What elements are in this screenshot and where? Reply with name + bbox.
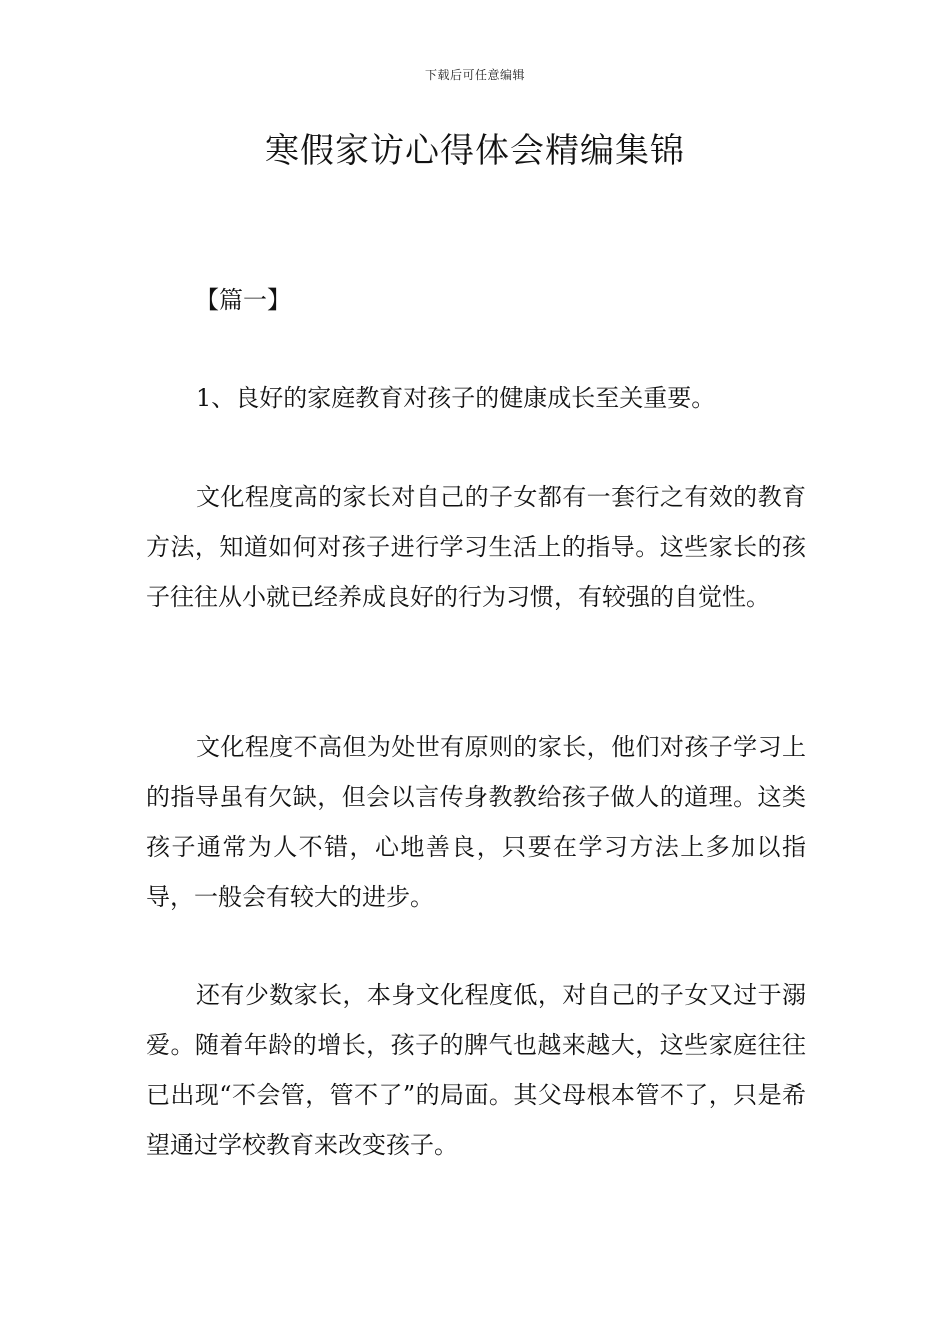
paragraph: 还有少数家长，本身文化程度低，对自己的子女又过于溺爱。随着年龄的增长，孩子的脾气也越来越大，这些家庭往往已出现“不会管，管不了”的局面。其父母根本管不了，只是希望通过学校教育来改变孩子。 <box>146 981 806 1159</box>
section-label: 【篇一】 <box>195 286 291 314</box>
header-note: 下载后可任意编辑 <box>424 68 525 82</box>
document-title: 寒假家访心得体会精编集锦 <box>265 131 685 171</box>
item-heading: 1、良好的家庭教育对孩子的健康成长至关重要。 <box>196 384 716 412</box>
paragraph: 文化程度高的家长对自己的子女都有一套行之有效的教育方法，知道如何对孩子进行学习生活上的指导。这些家长的孩子往往从小就已经养成良好的行为习惯，有较强的自觉性。 <box>146 483 806 611</box>
paragraph: 文化程度不高但为处世有原则的家长，他们对孩子学习上的指导虽有欠缺，但会以言传身教教给孩子做人的道理。这类孩子通常为人不错，心地善良，只要在学习方法上多加以指导，一般会有较大的进步。 <box>146 733 806 911</box>
